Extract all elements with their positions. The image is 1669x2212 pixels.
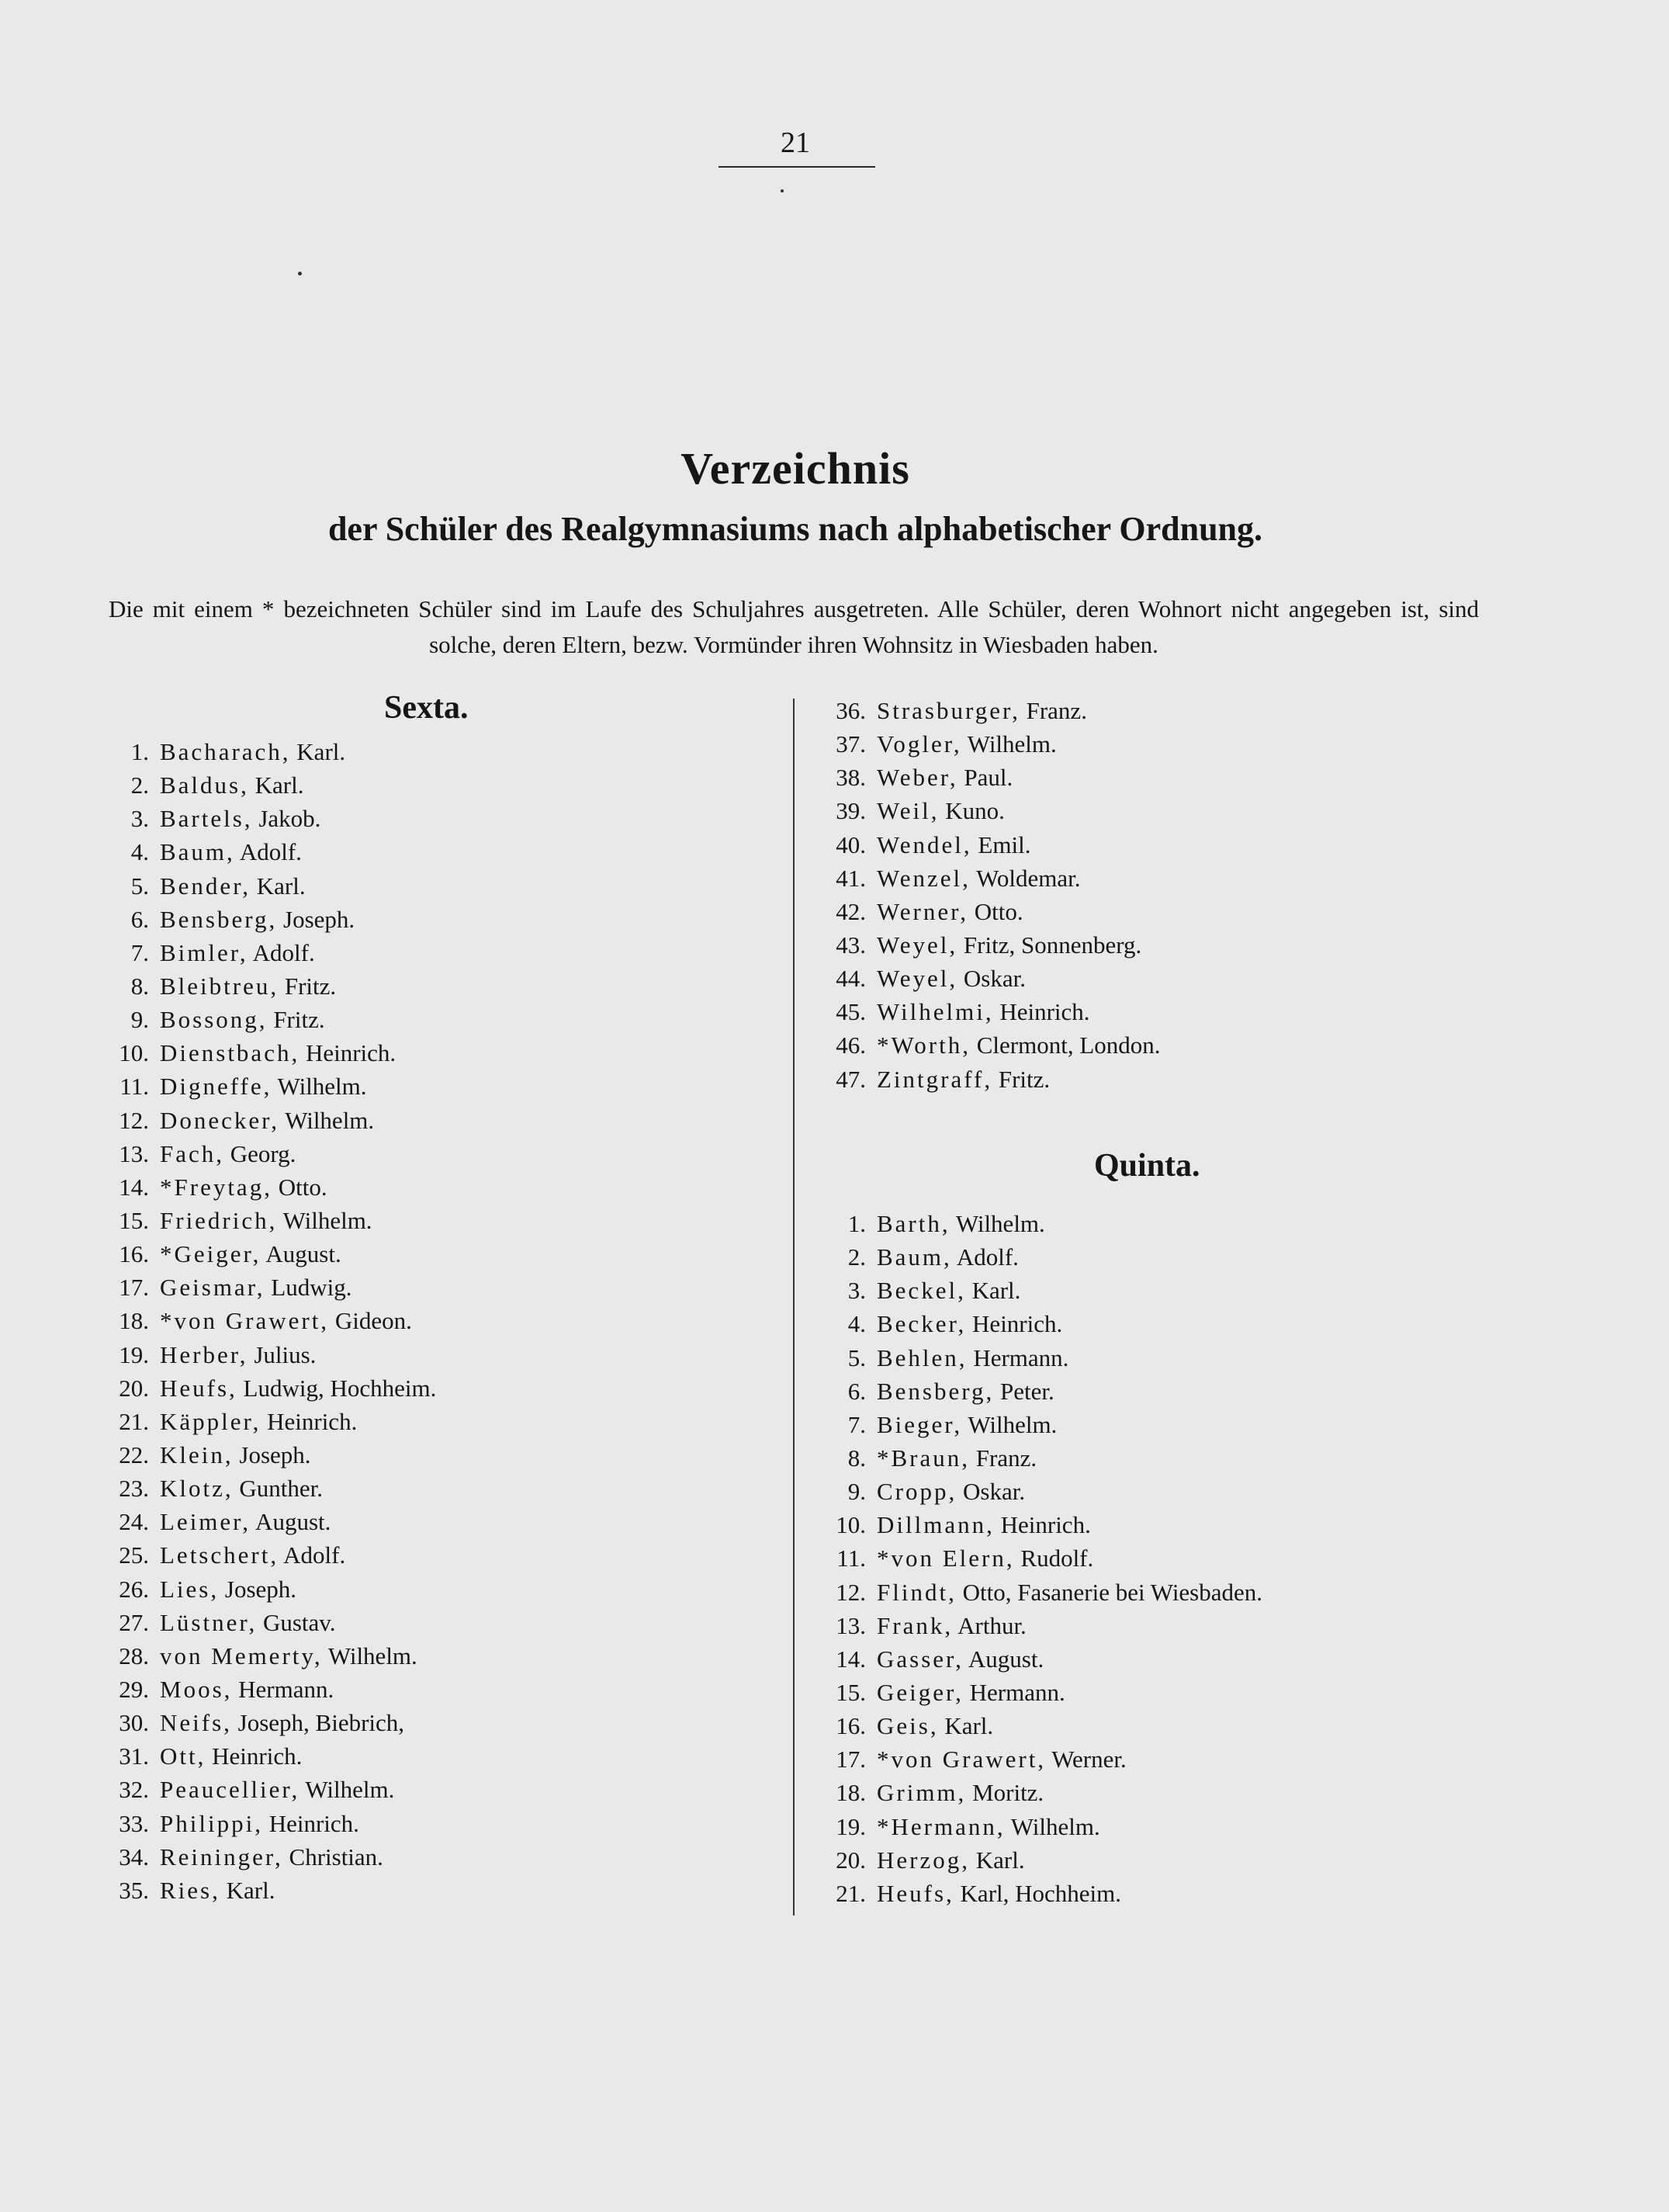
student-given-name: Kuno.: [939, 797, 1005, 825]
student-given-name: Karl.: [290, 738, 346, 765]
entry-number: 8.: [847, 1444, 866, 1472]
student-entry: [818, 895, 1161, 928]
student-given-name: Otto.: [968, 897, 1023, 925]
student-entry: [818, 862, 1161, 895]
student-entry: [101, 1673, 436, 1706]
student-given-name: Ludwig, Hochheim.: [237, 1374, 437, 1402]
student-given-name: Wilhelm.: [277, 1206, 372, 1234]
student-entry: [818, 1709, 1262, 1742]
entry-number: 28.: [119, 1642, 149, 1669]
student-given-name: Jakob.: [252, 805, 321, 833]
student-given-name: Paul.: [957, 764, 1013, 792]
student-surname: Frank,: [877, 1611, 954, 1639]
entry-number: 35.: [119, 1876, 149, 1904]
student-given-name: Wilhelm.: [300, 1776, 395, 1804]
entry-number: 19.: [836, 1812, 866, 1840]
entry-number: 7.: [130, 938, 149, 966]
student-surname: Dillmann,: [877, 1511, 995, 1539]
page-number: 21: [781, 127, 810, 159]
student-entry: [101, 1572, 436, 1606]
entry-number: 21.: [836, 1879, 866, 1907]
student-surname: *Braun,: [877, 1444, 971, 1472]
print-speck: [298, 272, 302, 276]
page-subtitle: der Schüler des Realgymnasiums nach alphabetischer Ordnung.: [327, 510, 1263, 548]
student-given-name: Fritz, Sonnenberg.: [957, 931, 1142, 959]
sexta-list-left: [101, 735, 436, 1907]
entry-number: 5.: [847, 1343, 866, 1371]
entry-number: 9.: [847, 1478, 866, 1506]
student-entry: [818, 1541, 1262, 1575]
student-entry: [101, 1840, 436, 1874]
student-surname: von Memerty,: [160, 1642, 323, 1669]
student-entry: [101, 1505, 436, 1538]
student-entry: [101, 1706, 436, 1739]
student-surname: Weyel,: [877, 965, 958, 993]
student-given-name: Oskar.: [957, 1478, 1026, 1506]
entry-number: 21.: [119, 1407, 149, 1435]
student-surname: Letschert,: [160, 1541, 279, 1569]
entry-number: 13.: [119, 1139, 149, 1167]
student-surname: Grimm,: [877, 1779, 967, 1807]
student-surname: *Freytag,: [160, 1173, 272, 1201]
student-surname: Bieger,: [877, 1410, 963, 1438]
student-entry: [101, 1304, 436, 1337]
student-given-name: Joseph.: [219, 1575, 297, 1603]
student-entry: [818, 794, 1161, 827]
student-surname: Baum,: [160, 838, 235, 866]
student-surname: Leimer,: [160, 1508, 251, 1536]
student-given-name: Heinrich.: [262, 1809, 359, 1837]
student-entry: [818, 828, 1161, 862]
student-given-name: Karl.: [965, 1277, 1021, 1305]
entry-number: 46.: [836, 1031, 866, 1059]
student-surname: Moos,: [160, 1675, 233, 1703]
student-entry: [101, 835, 436, 869]
student-given-name: Hermann.: [232, 1675, 334, 1703]
student-entry: [101, 1438, 436, 1472]
student-surname: Lüstner,: [160, 1608, 258, 1636]
entry-number: 18.: [119, 1307, 149, 1335]
student-entry: [101, 1606, 436, 1639]
entry-number: 15.: [119, 1206, 149, 1234]
student-given-name: Wilhelm.: [272, 1073, 367, 1101]
entry-number: 43.: [836, 931, 866, 959]
student-surname: Donecker,: [160, 1106, 279, 1134]
student-surname: Zintgraff,: [877, 1065, 993, 1093]
student-surname: Reininger,: [160, 1843, 283, 1870]
entry-number: 34.: [119, 1843, 149, 1870]
student-surname: Cropp,: [877, 1478, 957, 1506]
student-surname: Klotz,: [160, 1475, 234, 1503]
entry-number: 17.: [119, 1274, 149, 1302]
entry-number: 14.: [119, 1173, 149, 1201]
student-surname: Bleibtreu,: [160, 972, 279, 1000]
entry-number: 45.: [836, 998, 866, 1026]
student-entry: [101, 1538, 436, 1572]
student-surname: Heufs,: [877, 1879, 954, 1907]
student-surname: Wenzel,: [877, 864, 971, 892]
student-surname: Ries,: [160, 1876, 220, 1904]
student-given-name: Joseph.: [233, 1441, 311, 1468]
student-entry: [101, 768, 436, 802]
student-surname: Neifs,: [160, 1709, 232, 1737]
student-surname: Fach,: [160, 1139, 225, 1167]
student-given-name: Wilhelm.: [279, 1106, 375, 1134]
student-given-name: Gideon.: [329, 1307, 412, 1335]
student-entry: [818, 1877, 1262, 1910]
student-surname: Klein,: [160, 1441, 234, 1468]
entry-number: 27.: [119, 1608, 149, 1636]
student-entry: [101, 1036, 436, 1070]
student-surname: Baldus,: [160, 771, 249, 799]
entry-number: 42.: [836, 897, 866, 925]
entry-number: 33.: [119, 1809, 149, 1837]
student-surname: *Geiger,: [160, 1240, 261, 1268]
student-surname: Werner,: [877, 897, 968, 925]
student-entry: [818, 1307, 1262, 1340]
student-given-name: Fritz.: [992, 1065, 1051, 1093]
quinta-list: [818, 1207, 1262, 1910]
student-surname: Wilhelmi,: [877, 998, 994, 1026]
entry-number: 31.: [119, 1742, 149, 1770]
column-divider: [793, 699, 795, 1916]
student-surname: *von Grawert,: [160, 1307, 330, 1335]
entry-number: 2.: [847, 1243, 866, 1271]
student-surname: Herzog,: [877, 1846, 970, 1874]
entry-number: 30.: [119, 1709, 149, 1737]
student-surname: Geiger,: [877, 1678, 964, 1706]
entry-number: 4.: [130, 838, 149, 866]
student-entry: [101, 936, 436, 969]
student-given-name: Hermann.: [963, 1678, 1065, 1706]
student-surname: Bender,: [160, 872, 251, 900]
student-entry: [101, 1405, 436, 1438]
entry-number: 8.: [130, 972, 149, 1000]
student-surname: Geismar,: [160, 1274, 265, 1302]
student-given-name: Adolf.: [951, 1243, 1019, 1271]
entry-number: 22.: [119, 1441, 149, 1468]
student-entry: [818, 1843, 1262, 1877]
student-entry: [818, 1475, 1262, 1508]
student-entry: [818, 962, 1161, 995]
entry-number: 12.: [119, 1106, 149, 1134]
entry-number: 10.: [119, 1039, 149, 1067]
student-given-name: Franz.: [1020, 697, 1087, 724]
student-given-name: Christian.: [282, 1843, 383, 1870]
sexta-list-right: [818, 694, 1161, 1096]
student-given-name: Karl.: [248, 771, 304, 799]
student-entry: [101, 1170, 436, 1204]
student-entry: [101, 1003, 436, 1036]
student-given-name: Heinrich.: [994, 1511, 1091, 1539]
student-surname: Bensberg,: [877, 1377, 995, 1405]
student-entry: [818, 1441, 1262, 1475]
student-given-name: August.: [251, 1508, 331, 1536]
student-entry: [101, 1874, 436, 1907]
student-given-name: Wilhelm.: [950, 1210, 1045, 1237]
student-surname: Philippi,: [160, 1809, 263, 1837]
entry-number: 14.: [836, 1645, 866, 1673]
student-surname: Dienstbach,: [160, 1039, 300, 1067]
student-entry: [101, 1773, 436, 1806]
student-surname: *Worth,: [877, 1031, 971, 1059]
entry-number: 4.: [847, 1310, 866, 1338]
student-given-name: Fritz.: [279, 972, 337, 1000]
student-given-name: Wilhelm.: [322, 1642, 417, 1669]
student-entry: [818, 1576, 1262, 1609]
student-surname: Geis,: [877, 1712, 939, 1740]
student-entry: [101, 903, 436, 936]
student-entry: [101, 1338, 436, 1371]
student-given-name: Peter.: [994, 1377, 1054, 1405]
student-given-name: Heinrich.: [993, 998, 1090, 1026]
entry-number: 16.: [836, 1712, 866, 1740]
student-entry: [818, 1742, 1262, 1776]
student-given-name: Karl.: [938, 1712, 994, 1740]
student-surname: Gasser,: [877, 1645, 964, 1673]
student-surname: *von Elern,: [877, 1545, 1015, 1572]
student-surname: Bensberg,: [160, 905, 278, 933]
entry-number: 15.: [836, 1678, 866, 1706]
student-entry: [818, 1240, 1262, 1274]
student-given-name: Ludwig.: [265, 1274, 352, 1302]
entry-number: 23.: [119, 1475, 149, 1503]
student-given-name: Heinrich.: [966, 1310, 1063, 1338]
student-entry: [101, 735, 436, 768]
entry-number: 16.: [119, 1240, 149, 1268]
student-entry: [101, 1070, 436, 1103]
student-entry: [818, 1810, 1262, 1843]
student-given-name: Adolf.: [248, 938, 315, 966]
entry-number: 11.: [836, 1545, 866, 1572]
student-entry: [101, 1639, 436, 1673]
student-entry: [101, 869, 436, 903]
student-entry: [818, 928, 1161, 962]
student-given-name: Heinrich.: [261, 1407, 358, 1435]
section-heading-sexta: Sexta.: [384, 690, 469, 726]
student-surname: Behlen,: [877, 1343, 968, 1371]
intro-paragraph: Die mit einem * bezeichneten Schüler sind im Laufe des Schuljahres ausgetreten. Alle Schüler, deren Wohnort nicht angegeben ist, sind solche, deren Eltern, bezw. Vormünder ihren Wohnsitz in Wiesbaden haben.: [109, 595, 1479, 658]
student-surname: Barth,: [877, 1210, 950, 1237]
student-entry: [818, 1028, 1161, 1062]
entry-number: 18.: [836, 1779, 866, 1807]
student-entry: [818, 694, 1161, 727]
student-entry: [101, 1271, 436, 1304]
student-given-name: Gunther.: [233, 1475, 323, 1503]
entry-number: 10.: [836, 1511, 866, 1539]
student-given-name: Otto.: [272, 1173, 327, 1201]
student-given-name: Adolf.: [234, 838, 302, 866]
student-given-name: Joseph, Biebrich,: [231, 1709, 405, 1737]
student-surname: Bacharach,: [160, 738, 291, 765]
student-entry: [101, 969, 436, 1003]
student-given-name: Joseph.: [277, 905, 355, 933]
entry-number: 38.: [836, 764, 866, 792]
student-entry: [101, 1137, 436, 1170]
student-given-name: Emil.: [971, 830, 1031, 858]
entry-number: 26.: [119, 1575, 149, 1603]
student-entry: [101, 1739, 436, 1773]
print-speck: [781, 189, 784, 192]
student-entry: [818, 1341, 1262, 1375]
student-entry: [818, 1063, 1161, 1096]
student-entry: [101, 1204, 436, 1237]
student-given-name: Werner.: [1046, 1746, 1127, 1773]
student-given-name: Julius.: [248, 1340, 317, 1368]
student-entry: [101, 1807, 436, 1840]
student-surname: Peaucellier,: [160, 1776, 300, 1804]
entry-number: 39.: [836, 797, 866, 825]
student-surname: Bossong,: [160, 1006, 268, 1034]
student-given-name: Moritz.: [966, 1779, 1044, 1807]
student-surname: Lies,: [160, 1575, 220, 1603]
student-given-name: Woldemar.: [970, 864, 1081, 892]
student-given-name: Karl.: [220, 1876, 275, 1904]
student-given-name: Gustav.: [257, 1608, 336, 1636]
student-entry: [818, 1642, 1262, 1676]
student-given-name: Wilhelm.: [962, 1410, 1058, 1438]
student-given-name: Adolf.: [279, 1541, 346, 1569]
student-given-name: Fritz.: [267, 1006, 325, 1034]
student-entry: [818, 1274, 1262, 1307]
entry-number: 3.: [130, 805, 149, 833]
entry-number: 5.: [130, 872, 149, 900]
section-heading-quinta: Quinta.: [1094, 1148, 1200, 1184]
student-given-name: August.: [261, 1240, 341, 1268]
student-given-name: Otto, Fasanerie bei Wiesbaden.: [956, 1578, 1263, 1606]
student-given-name: August.: [963, 1645, 1044, 1673]
student-given-name: Franz.: [970, 1444, 1037, 1472]
student-entry: [818, 761, 1161, 794]
student-surname: Käppler,: [160, 1407, 261, 1435]
student-entry: [818, 1408, 1262, 1441]
entry-number: 24.: [119, 1508, 149, 1536]
entry-number: 20.: [836, 1846, 866, 1874]
student-given-name: Karl.: [969, 1846, 1025, 1874]
entry-number: 3.: [847, 1277, 866, 1305]
student-given-name: Heinrich.: [206, 1742, 303, 1770]
entry-number: 29.: [119, 1675, 149, 1703]
page-number-rule: [719, 166, 875, 168]
entry-number: 20.: [119, 1374, 149, 1402]
student-entry: [818, 727, 1161, 761]
entry-number: 17.: [836, 1746, 866, 1773]
student-entry: [101, 1237, 436, 1271]
student-entry: [101, 1472, 436, 1505]
student-surname: Herber,: [160, 1340, 248, 1368]
entry-number: 40.: [836, 830, 866, 858]
student-entry: [818, 1676, 1262, 1709]
student-entry: [101, 1104, 436, 1137]
student-given-name: Rudolf.: [1014, 1545, 1094, 1572]
entry-number: 13.: [836, 1611, 866, 1639]
entry-number: 2.: [130, 771, 149, 799]
student-given-name: Arthur.: [953, 1611, 1027, 1639]
entry-number: 44.: [836, 965, 866, 993]
student-surname: Flindt,: [877, 1578, 957, 1606]
student-given-name: Heinrich.: [300, 1039, 396, 1067]
student-entry: [101, 1371, 436, 1405]
student-surname: Vogler,: [877, 730, 962, 758]
student-entry: [818, 995, 1161, 1028]
entry-number: 1.: [130, 738, 149, 765]
student-surname: Beckel,: [877, 1277, 966, 1305]
student-surname: Weyel,: [877, 931, 958, 959]
student-surname: Weber,: [877, 764, 958, 792]
student-surname: Friedrich,: [160, 1206, 278, 1234]
student-given-name: Hermann.: [967, 1343, 1069, 1371]
student-given-name: Oskar.: [957, 965, 1026, 993]
entry-number: 36.: [836, 697, 866, 724]
student-surname: Bartels,: [160, 805, 253, 833]
student-entry: [818, 1375, 1262, 1408]
student-surname: *Hermann,: [877, 1812, 1006, 1840]
entry-number: 7.: [847, 1410, 866, 1438]
student-entry: [818, 1609, 1262, 1642]
entry-number: 41.: [836, 864, 866, 892]
student-surname: Becker,: [877, 1310, 967, 1338]
student-surname: Strasburger,: [877, 697, 1020, 724]
student-entry: [101, 802, 436, 835]
entry-number: 12.: [836, 1578, 866, 1606]
student-surname: Bimler,: [160, 938, 248, 966]
entry-number: 47.: [836, 1065, 866, 1093]
entry-number: 6.: [847, 1377, 866, 1405]
student-surname: Ott,: [160, 1742, 206, 1770]
student-surname: *von Grawert,: [877, 1746, 1047, 1773]
entry-number: 37.: [836, 730, 866, 758]
entry-number: 25.: [119, 1541, 149, 1569]
entry-number: 19.: [119, 1340, 149, 1368]
student-surname: Heufs,: [160, 1374, 237, 1402]
student-surname: Weil,: [877, 797, 940, 825]
student-given-name: Wilhelm.: [1005, 1812, 1100, 1840]
entry-number: 11.: [119, 1073, 149, 1101]
student-given-name: Georg.: [224, 1139, 296, 1167]
student-surname: Baum,: [877, 1243, 952, 1271]
entry-number: 9.: [130, 1006, 149, 1034]
student-entry: [818, 1207, 1262, 1240]
student-surname: Wendel,: [877, 830, 972, 858]
entry-number: 6.: [130, 905, 149, 933]
student-given-name: Karl, Hochheim.: [954, 1879, 1122, 1907]
page-title: Verzeichnis: [680, 443, 910, 494]
entry-number: 1.: [847, 1210, 866, 1237]
student-given-name: Wilhelm.: [961, 730, 1057, 758]
entry-number: 32.: [119, 1776, 149, 1804]
student-entry: [818, 1508, 1262, 1541]
student-surname: Digneffe,: [160, 1073, 272, 1101]
student-given-name: Clermont, London.: [970, 1031, 1161, 1059]
student-entry: [818, 1776, 1262, 1809]
student-given-name: Karl.: [251, 872, 306, 900]
